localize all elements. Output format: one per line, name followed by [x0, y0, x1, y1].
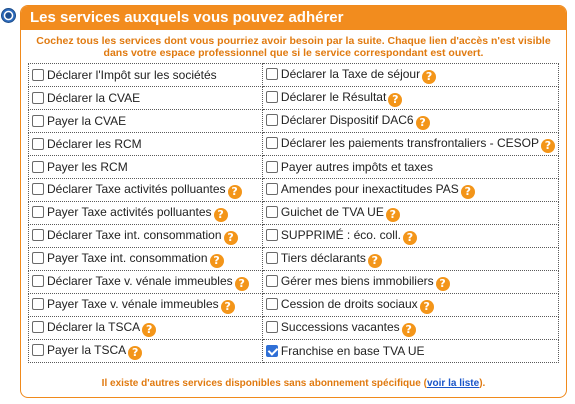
service-cell — [29, 248, 263, 271]
help-icon[interactable]: ? — [403, 231, 417, 245]
service-cell — [262, 156, 558, 179]
service-option-declarer-les-rcm[interactable] — [32, 137, 142, 151]
service-label: Payer Taxe int. consommation — [47, 250, 208, 265]
service-label: Déclarer Dispositif DAC6 — [280, 112, 414, 127]
panel-title: Les services auxquels vous pouvez adhérer — [21, 6, 566, 30]
help-icon[interactable]: ? — [142, 323, 156, 337]
service-cell — [262, 317, 558, 340]
service-checkbox[interactable] — [266, 91, 278, 103]
service-label: Tiers déclarants — [280, 250, 366, 265]
table-row — [29, 110, 559, 133]
service-checkbox[interactable] — [32, 344, 44, 356]
service-cell — [262, 271, 558, 294]
service-checkbox[interactable] — [266, 298, 278, 310]
service-checkbox[interactable] — [266, 229, 278, 241]
help-icon[interactable]: ? — [235, 277, 249, 291]
table-row — [29, 87, 559, 110]
help-icon[interactable]: ? — [541, 139, 555, 153]
table-row — [29, 294, 559, 317]
service-checkbox[interactable] — [32, 92, 44, 104]
services-table — [28, 63, 559, 363]
table-row — [29, 340, 559, 363]
service-option-payer-taxe-v-venale-immeubles[interactable] — [32, 297, 235, 311]
help-icon[interactable]: ? — [224, 231, 238, 245]
service-checkbox[interactable] — [266, 252, 278, 264]
service-option-payer-autres-impots-et-taxes[interactable] — [266, 160, 433, 174]
service-label: Déclarer la CVAE — [47, 91, 141, 105]
service-cell — [262, 110, 558, 133]
service-label: Guichet de TVA UE — [280, 204, 384, 219]
service-label: Payer la TSCA — [47, 342, 127, 357]
service-label: Déclarer les paiements transfrontaliers - CESOP — [280, 135, 539, 150]
service-checkbox[interactable] — [266, 137, 278, 149]
service-option-declarer-le-resultat[interactable] — [266, 90, 402, 104]
service-option-supprime-eco-coll[interactable] — [266, 228, 417, 242]
service-option-tiers-declarants[interactable] — [266, 251, 382, 265]
table-row — [29, 202, 559, 225]
service-label: Déclarer le Résultat — [280, 89, 387, 104]
service-checkbox[interactable] — [266, 114, 278, 126]
service-option-gerer-mes-biens-immobiliers[interactable] — [266, 274, 450, 288]
table-row — [29, 64, 559, 87]
service-label: Successions vacantes — [280, 319, 400, 334]
service-label: Déclarer l'Impôt sur les sociétés — [47, 68, 217, 82]
service-label: Amendes pour inexactitudes PAS — [280, 181, 459, 196]
service-option-declarer-taxe-v-venale-immeubles[interactable] — [32, 274, 249, 288]
service-cell — [262, 202, 558, 225]
service-checkbox[interactable] — [32, 275, 44, 287]
help-icon[interactable]: ? — [402, 323, 416, 337]
service-checkbox[interactable] — [32, 138, 44, 150]
service-cell — [262, 248, 558, 271]
service-option-declarer-la-cvae[interactable] — [32, 91, 140, 105]
help-icon[interactable]: ? — [221, 300, 235, 314]
table-row — [29, 225, 559, 248]
service-option-declarer-la-tsca[interactable] — [32, 320, 156, 334]
service-label: Payer les RCM — [47, 160, 128, 174]
service-cell — [262, 133, 558, 156]
service-label: Cession de droits sociaux — [280, 296, 418, 311]
help-icon[interactable]: ? — [388, 93, 402, 107]
help-icon[interactable]: ? — [128, 346, 142, 360]
table-row — [29, 248, 559, 271]
help-icon[interactable]: ? — [420, 300, 434, 314]
service-cell — [29, 133, 263, 156]
service-checkbox[interactable] — [32, 206, 44, 218]
service-label: Payer Taxe v. vénale immeubles — [47, 296, 219, 311]
service-checkbox[interactable] — [32, 69, 44, 81]
service-cell — [262, 294, 558, 317]
help-icon[interactable]: ? — [461, 185, 475, 199]
service-option-declarer-taxe-activites-polluantes[interactable] — [32, 182, 242, 196]
service-checkbox[interactable] — [266, 183, 278, 195]
service-option-declarer-taxe-int-consommation[interactable] — [32, 228, 238, 242]
service-option-declarer-dispositif-dac6[interactable] — [266, 113, 430, 127]
service-cell — [262, 340, 558, 363]
service-option-franchise-en-base-tva-ue[interactable] — [266, 344, 425, 358]
service-cell — [262, 179, 558, 202]
service-option-declarer-la-taxe-de-sejour[interactable] — [266, 67, 436, 81]
service-label: Gérer mes biens immobiliers — [280, 273, 434, 288]
service-label: Déclarer la Taxe de séjour — [280, 66, 421, 81]
help-icon[interactable]: ? — [436, 277, 450, 291]
service-option-payer-taxe-int-consommation[interactable] — [32, 251, 224, 265]
service-cell — [29, 317, 263, 340]
service-checkbox[interactable] — [32, 115, 44, 127]
service-checkbox[interactable] — [266, 161, 278, 173]
service-cell — [29, 202, 263, 225]
service-option-payer-taxe-activites-polluantes[interactable] — [32, 205, 228, 219]
table-row — [29, 133, 559, 156]
service-checkbox[interactable] — [266, 275, 278, 287]
service-option-successions-vacantes[interactable] — [266, 320, 416, 334]
service-cell — [29, 64, 263, 87]
service-label: Franchise en base TVA UE — [280, 344, 425, 358]
service-checkbox[interactable] — [266, 345, 278, 357]
table-row — [29, 271, 559, 294]
service-cell — [29, 156, 263, 179]
service-option-guichet-de-tva-ue[interactable] — [266, 205, 400, 219]
footer-note: Il existe d'autres services disponibles sans abonnement spécifique (voir la liste). — [101, 378, 486, 389]
service-checkbox[interactable] — [32, 161, 44, 173]
see-list-link[interactable]: voir la liste — [426, 378, 480, 389]
intro-text: Cochez tous les services dont vous pourriez avoir besoin par la suite. Chaque lien d'accès n'est visible dans votre espace professionnel que si le service correspondant est ouvert. — [36, 35, 551, 59]
service-option-payer-la-cvae[interactable] — [32, 114, 126, 128]
service-cell — [262, 87, 558, 110]
help-icon[interactable]: ? — [214, 208, 228, 222]
help-icon[interactable]: ? — [368, 254, 382, 268]
service-checkbox[interactable] — [32, 183, 44, 195]
service-label: SUPPRIMÉ : éco. coll. — [280, 227, 401, 242]
service-cell — [29, 340, 263, 363]
service-checkbox[interactable] — [266, 206, 278, 218]
help-icon[interactable]: ? — [228, 185, 242, 199]
service-cell — [29, 294, 263, 317]
service-label: Déclarer la TSCA — [47, 319, 141, 334]
service-label: Déclarer les RCM — [47, 137, 142, 151]
service-checkbox[interactable] — [266, 68, 278, 80]
service-checkbox[interactable] — [266, 321, 278, 333]
service-checkbox[interactable] — [32, 229, 44, 241]
service-cell — [262, 225, 558, 248]
service-label: Déclarer Taxe activités polluantes — [47, 181, 226, 196]
service-cell — [29, 110, 263, 133]
section-bullet-icon — [1, 8, 16, 23]
service-checkbox[interactable] — [32, 298, 44, 310]
service-checkbox[interactable] — [32, 252, 44, 264]
help-icon[interactable]: ? — [386, 208, 400, 222]
service-cell — [29, 225, 263, 248]
service-cell — [29, 179, 263, 202]
service-option-payer-les-rcm[interactable] — [32, 160, 128, 174]
service-option-declarer-l-impot-sur-les-societes[interactable] — [32, 68, 217, 82]
help-icon[interactable]: ? — [416, 116, 430, 130]
service-option-payer-la-tsca[interactable] — [32, 343, 142, 357]
service-label: Payer la CVAE — [47, 114, 127, 128]
help-icon[interactable]: ? — [422, 70, 436, 84]
service-option-cession-de-droits-sociaux[interactable] — [266, 297, 434, 311]
table-row — [29, 179, 559, 202]
table-row — [29, 317, 559, 340]
service-option-amendes-pour-inexactitudes-pas[interactable] — [266, 182, 475, 196]
service-checkbox[interactable] — [32, 321, 44, 333]
service-label: Déclarer Taxe v. vénale immeubles — [47, 273, 233, 288]
service-label: Payer autres impôts et taxes — [280, 160, 433, 174]
service-label: Déclarer Taxe int. consommation — [47, 227, 222, 242]
service-label: Payer Taxe activités polluantes — [47, 204, 212, 219]
service-cell — [29, 271, 263, 294]
service-cell — [29, 87, 263, 110]
table-row — [29, 156, 559, 179]
service-option-declarer-les-paiements-transfrontaliers-cesop[interactable] — [266, 136, 555, 150]
service-cell — [262, 64, 558, 87]
help-icon[interactable]: ? — [210, 254, 224, 268]
